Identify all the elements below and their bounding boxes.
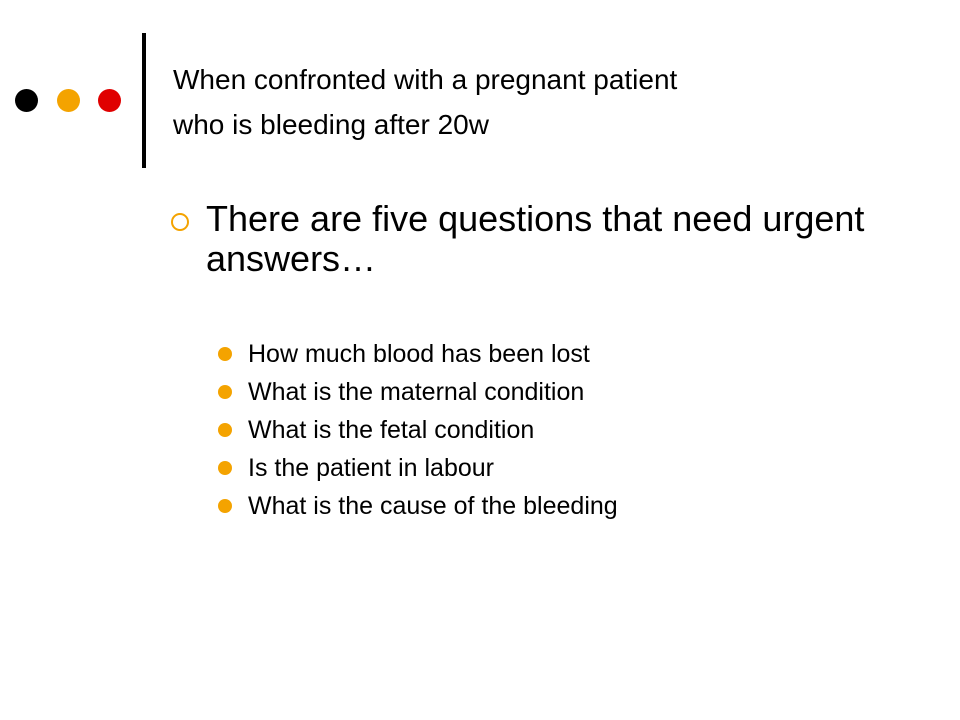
bullet-dot-icon <box>218 499 232 513</box>
main-bullet-ring-icon <box>171 213 189 231</box>
slide-title-line-2: who is bleeding after 20w <box>173 109 489 140</box>
sub-point-text: What is the cause of the bleeding <box>248 492 618 520</box>
slide-title <box>173 57 933 147</box>
decor-dot-orange <box>57 89 80 112</box>
sub-point-text: What is the fetal condition <box>248 416 535 444</box>
decor-dot-black <box>15 89 38 112</box>
slide-title-line-1: When confronted with a pregnant patient <box>173 64 678 95</box>
decor-dot-red <box>98 89 121 112</box>
sub-point-text: Is the patient in labour <box>248 454 494 482</box>
sub-point-text: What is the maternal condition <box>248 378 585 406</box>
sub-point-text: How much blood has been lost <box>248 340 590 368</box>
bullet-dot-icon <box>218 347 232 361</box>
bullet-dot-icon <box>218 385 232 399</box>
title-divider-bar <box>142 33 146 168</box>
main-point-text: There are five questions that need urgent answers… <box>206 198 865 279</box>
bullet-dot-icon <box>218 461 232 475</box>
bullet-dot-icon <box>218 423 232 437</box>
